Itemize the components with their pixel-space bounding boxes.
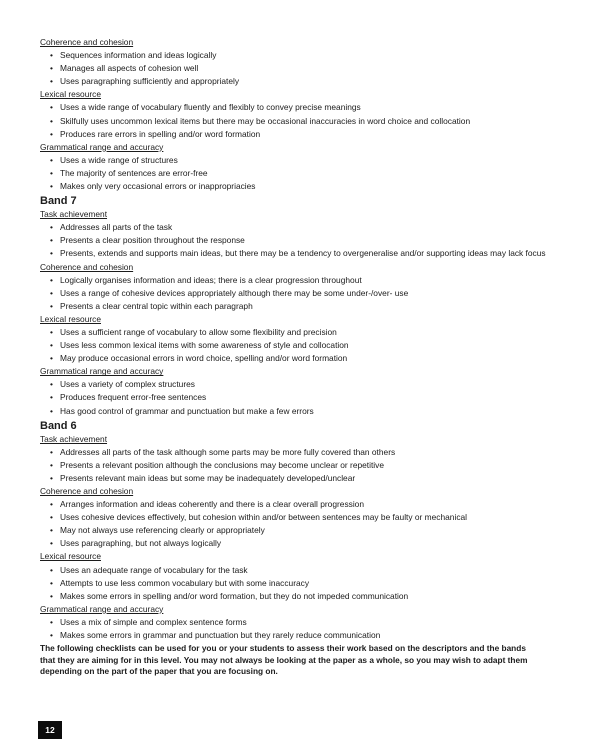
note-line: that they are aiming for in this level. You may not always be looking at the paper as a whole, so you may wish to adapt them [40,654,528,665]
document-body [40,36,568,678]
band-7-title: Band 7 [40,195,77,208]
list-item: • Has good control of grammar and punctuation but make a few errors [40,405,568,418]
list-item: • Logically organises information and ideas; there is a clear progression throughout [40,274,568,287]
list-item: • Uses paragraphing, but not always logically [40,537,568,550]
section-heading: Coherence and cohesion [40,261,134,272]
list-item: • Uses a sufficient range of vocabulary to allow some flexibility and precision [40,326,568,339]
list-item: • Produces frequent error-free sentences [40,391,568,404]
list-item: • Arranges information and ideas coherently and there is a clear overall progression [40,498,568,511]
list-item: • Presents, extends and supports main ideas, but there may be a tendency to overgeneralise and/or supporting ideas may lack focus [40,247,568,260]
note-line: The following checklists can be used for you or your students to assess their work based on the descriptors and the bands [40,643,526,654]
list-item: • Uses an adequate range of vocabulary for the task [40,564,568,577]
list-item: • Manages all aspects of cohesion well [40,62,568,75]
list-item: • Sequences information and ideas logically [40,49,568,62]
list-item: • Uses a range of cohesive devices appropriately although there may be some under-/over- use [40,287,568,300]
bullet-list [40,616,568,642]
list-item: • The majority of sentences are error-free [40,167,568,180]
section-heading: Task achievement [40,433,108,444]
list-item: • Addresses all parts of the task [40,221,568,234]
list-item: • Uses a mix of simple and complex sentence forms [40,616,568,629]
list-item: • Skilfully uses uncommon lexical items but there may be occasional inaccuracies in word choice and collocation [40,115,568,128]
list-item: • Uses paragraphing sufficiently and appropriately [40,75,568,88]
section-heading: Coherence and cohesion [40,37,134,47]
list-item: • Makes some errors in grammar and punctuation but they rarely reduce communication [40,629,568,642]
section-heading: Task achievement [40,209,108,220]
bullet-list [40,326,568,365]
section-heading: Grammatical range and accuracy [40,603,164,614]
bullet-list [40,498,568,550]
list-item: • Addresses all parts of the task although some parts may be more fully covered than others [40,446,568,459]
list-item: • May not always use referencing clearly or appropriately [40,524,568,537]
list-item: • Uses less common lexical items with some awareness of style and collocation [40,339,568,352]
bullet-list [40,564,568,603]
list-item: • Presents a clear position throughout the response [40,234,568,247]
list-item: • Presents relevant main ideas but some may be inadequately developed/unclear [40,472,568,485]
band-6-title: Band 6 [40,419,77,432]
list-item: • Uses a wide range of structures [40,154,568,167]
section-heading: Coherence and cohesion [40,486,134,496]
section-heading: Lexical resource [40,551,101,562]
section-heading: Grammatical range and accuracy [40,141,164,152]
list-item: • Makes some errors in spelling and/or word formation, but they do not impeded communication [40,590,568,603]
list-item: • May produce occasional errors in word choice, spelling and/or word formation [40,352,568,365]
list-item: • Presents a relevant position although the conclusions may become unclear or repetitive [40,459,568,472]
list-item: • Produces rare errors in spelling and/or word formation [40,128,568,141]
section-heading: Grammatical range and accuracy [40,366,164,377]
bullet-list [40,274,568,313]
checklist-note [40,643,568,678]
list-item: • Presents a clear central topic within each paragraph [40,300,568,313]
bullet-list [40,221,568,260]
bullet-list [40,101,568,140]
bullet-list [40,378,568,417]
list-item: • Makes only very occasional errors or inappropriacies [40,180,568,193]
section-heading: Lexical resource [40,313,101,324]
list-item: • Uses cohesive devices effectively, but cohesion within and/or between sentences may be faulty or mechanical [40,511,568,524]
list-item: • Uses a variety of complex structures [40,378,568,391]
note-line: depending on the part of the paper that you are focusing on. [40,666,278,677]
list-item: • Attempts to use less common vocabulary but with some inaccuracy [40,577,568,590]
bullet-list [40,154,568,193]
section-heading: Lexical resource [40,89,101,100]
bullet-list [40,446,568,485]
list-item: • Uses a wide range of vocabulary fluently and flexibly to convey precise meanings [40,101,568,114]
bullet-list [40,49,568,88]
page-number-badge: 12 [38,721,62,739]
